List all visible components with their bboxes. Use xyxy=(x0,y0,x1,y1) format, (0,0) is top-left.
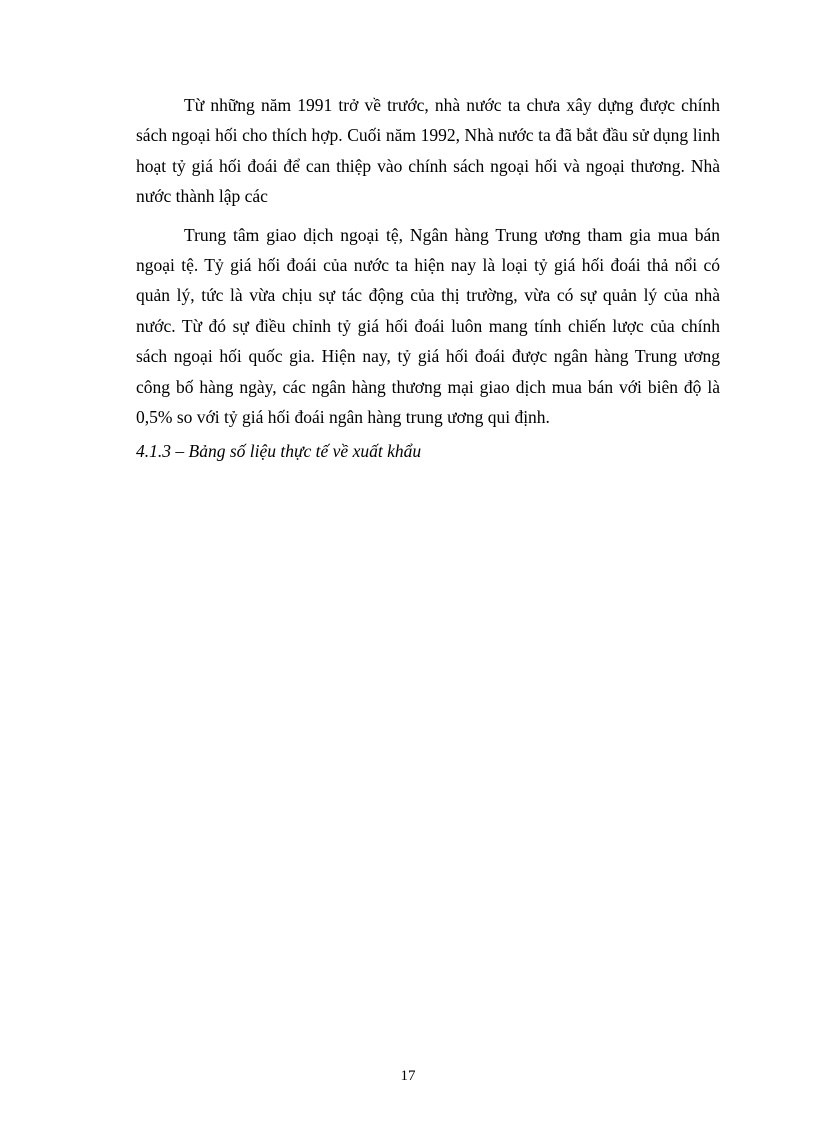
page-body xyxy=(136,90,720,466)
paragraph-exchange-rate: Trung tâm giao dịch ngoại tệ, Ngân hàng Trung ương tham gia mua bán ngoại tệ. Tỷ giá hối đoái của nước ta hiện nay là loại tỷ giá hối đoái thả nổi có quản lý, tức là vừa chịu sự tác động của thị trường, vừa có sự quản lý của nhà nước. Từ đó sự điều chỉnh tỷ giá hối đoái luôn mang tính chiến lược của chính sách ngoại hối quốc gia. Hiện nay, tỷ giá hối đoái được ngân hàng Trung ương công bố hàng ngày, các ngân hàng thương mại giao dịch mua bán với biên độ là 0,5% so với tỷ giá hối đoái ngân hàng trung ương qui định. xyxy=(136,224,720,428)
page-number: 17 xyxy=(400,1068,416,1084)
section-heading: 4.1.3 – Bảng số liệu thực tế về xuất khẩu xyxy=(136,441,422,462)
paragraph-exchange-policy: Từ những năm 1991 trở về trước, nhà nước ta chưa xây dựng được chính sách ngoại hối cho thích hợp. Cuối năm 1992, Nhà nước ta đã bắt đầu sử dụng linh hoạt tỷ giá hối đoái để can thiệp vào chính sách ngoại hối và ngoại thương. Nhà nước thành lập các xyxy=(136,95,720,207)
